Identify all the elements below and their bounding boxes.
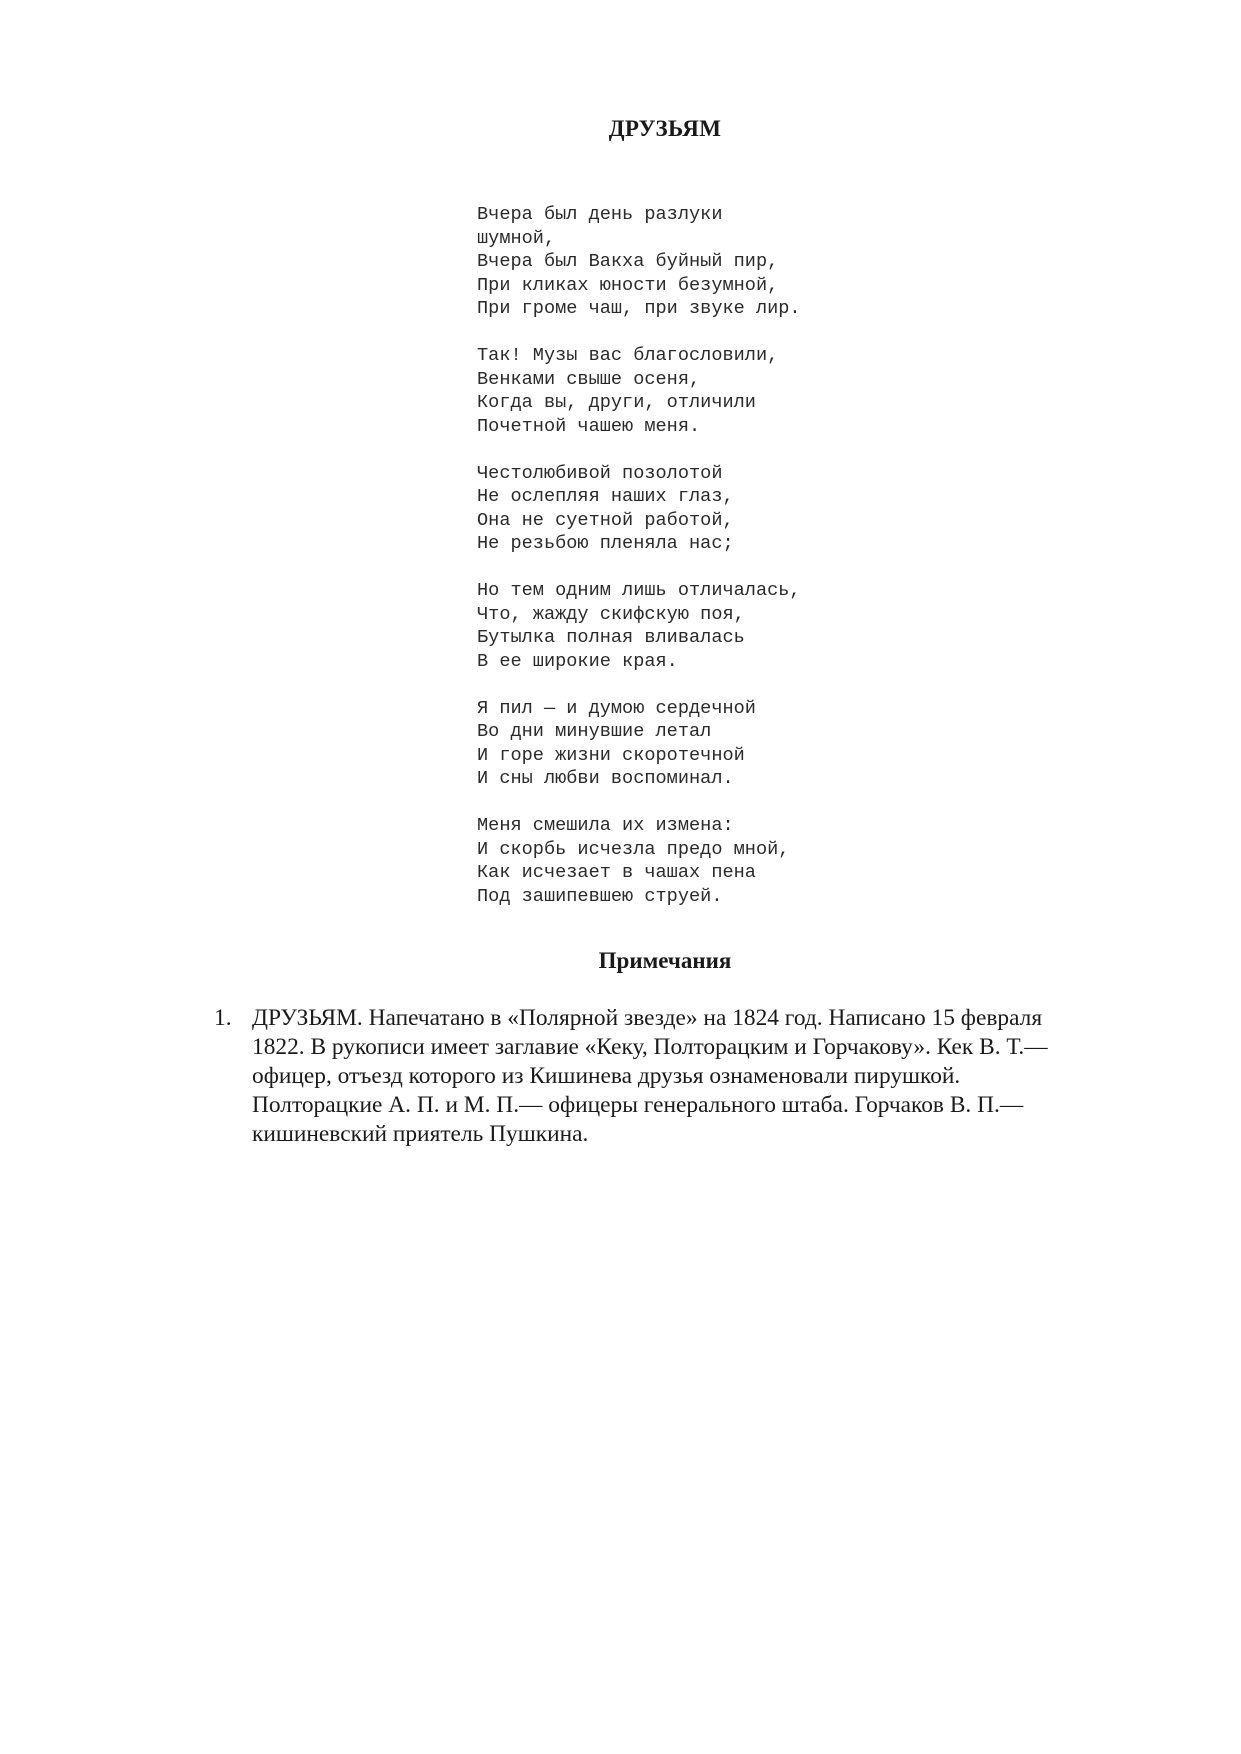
poem-line: И горе жизни скоротечной	[477, 744, 745, 766]
poem-line: При громе чаш, при звуке лир.	[477, 298, 801, 319]
note-item	[214, 1004, 1124, 1149]
note-number: 1.	[214, 1005, 232, 1031]
poem-line: Когда вы, други, отличили	[477, 392, 756, 413]
poem-line: Меня смешила их измена:	[477, 815, 734, 836]
poem-line: Вчера был Вакха буйный пир,	[477, 251, 779, 272]
note-text-line: офицер, отъезд которого из Кишинева друзья ознаменовали пирушкой.	[252, 1063, 961, 1089]
stanza-1	[477, 203, 801, 321]
note-text-line: кишиневский приятель Пушкина.	[252, 1121, 589, 1147]
poem-line: И скорбь исчезла предо мной,	[477, 838, 790, 860]
stanza-4	[477, 579, 801, 673]
stanza-3	[477, 462, 801, 556]
poem-line: Бутылка полная вливалась	[477, 627, 745, 648]
notes-heading: Примечания	[598, 948, 732, 973]
poem-title: ДРУЗЬЯМ	[608, 116, 722, 141]
poem-line: Честолюбивой позолотой	[477, 462, 723, 484]
poem-line: Что, жажду скифскую поя,	[477, 603, 745, 625]
stanza-6	[477, 814, 801, 908]
poem-line: При кликах юности безумной,	[477, 274, 779, 296]
poem-line: Не ослепляя наших глаз,	[477, 486, 734, 507]
poem-line: шумной,	[477, 227, 556, 249]
poem-line: Я пил — и думою сердечной	[477, 697, 756, 719]
note-text-line: Полторацкие А. П. и М. П.— офицеры генерального штаба. Горчаков В. П.—	[252, 1092, 1024, 1118]
poem-line: Во дни минувшие летал	[477, 721, 712, 742]
poem-line: Вчера был день разлуки	[477, 204, 723, 225]
poem-line: Не резьбою пленяла нас;	[477, 533, 734, 554]
poem-line: Но тем одним лишь отличалась,	[477, 580, 801, 601]
poem-line: Так! Музы вас благословили,	[477, 345, 779, 366]
poem-line: В ее широкие края.	[477, 650, 678, 672]
stanza-2	[477, 344, 801, 438]
poem-line: И сны любви воспоминал.	[477, 768, 734, 789]
poem-line: Как исчезает в чашах пена	[477, 862, 756, 883]
notes-list	[214, 1004, 1124, 1149]
poem-line: Она не суетной работой,	[477, 509, 734, 531]
note-text-line: 1822. В рукописи имеет заглавие «Кеку, Полторацким и Горчакову». Кек В. Т.—	[252, 1034, 1048, 1060]
poem-line: Венками свыше осеня,	[477, 368, 701, 390]
note-text-line: ДРУЗЬЯМ. Напечатано в «Полярной звезде» на 1824 год. Написано 15 февраля	[252, 1005, 1043, 1031]
poem-line: Под зашипевшею струей.	[477, 885, 723, 907]
poem-line: Почетной чашею меня.	[477, 415, 701, 437]
stanza-5	[477, 697, 801, 791]
poem-body	[477, 203, 801, 932]
